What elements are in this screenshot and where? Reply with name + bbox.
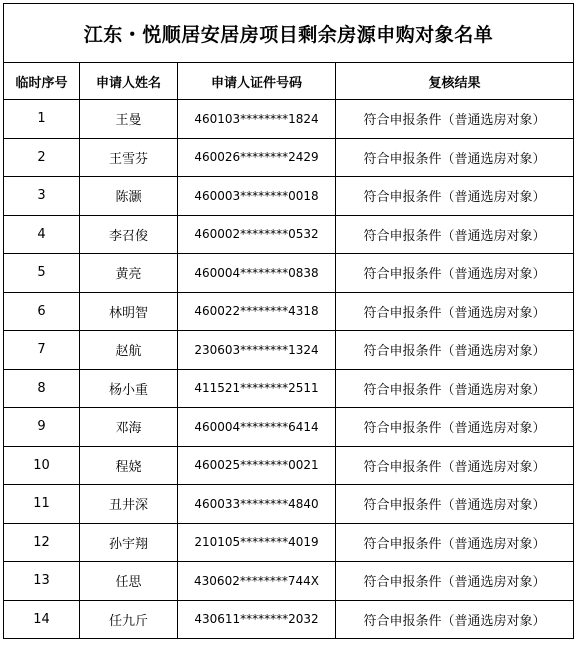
review-result-cell: 符合申报条件（普通选房对象）	[336, 369, 574, 408]
table-row	[4, 254, 574, 293]
applicant-id-cell: 230603********1324	[178, 331, 336, 370]
title-row	[4, 4, 574, 63]
column-header-name: 申请人姓名	[80, 63, 178, 100]
row-no-cell: 6	[4, 292, 80, 331]
applicant-id-cell: 460025********0021	[178, 446, 336, 485]
review-result-cell: 符合申报条件（普通选房对象）	[336, 331, 574, 370]
table-row	[4, 600, 574, 639]
applicant-name-cell: 王雪芬	[80, 138, 178, 177]
row-no-cell: 8	[4, 369, 80, 408]
applicant-id-cell: 430611********2032	[178, 600, 336, 639]
applicant-name-cell: 李召俊	[80, 215, 178, 254]
column-header-temp-no: 临时序号	[4, 63, 80, 100]
applicant-id-cell: 460004********0838	[178, 254, 336, 293]
applicant-id-cell: 460022********4318	[178, 292, 336, 331]
applicant-name-cell: 黄亮	[80, 254, 178, 293]
applicant-id-cell: 210105********4019	[178, 523, 336, 562]
applicant-id-cell: 460103********1824	[178, 100, 336, 139]
row-no-cell: 9	[4, 408, 80, 447]
review-result-cell: 符合申报条件（普通选房对象）	[336, 600, 574, 639]
column-header-review-result: 复核结果	[336, 63, 574, 100]
table-row	[4, 369, 574, 408]
applicant-name-cell: 陈灏	[80, 177, 178, 216]
row-no-cell: 7	[4, 331, 80, 370]
review-result-cell: 符合申报条件（普通选房对象）	[336, 292, 574, 331]
document-title: 江东・悦顺居安居房项目剩余房源申购对象名单	[4, 4, 574, 63]
row-no-cell: 14	[4, 600, 80, 639]
table-row	[4, 215, 574, 254]
applicant-name-cell: 程娆	[80, 446, 178, 485]
applicant-list-sheet	[3, 3, 573, 647]
review-result-cell: 符合申报条件（普通选房对象）	[336, 562, 574, 601]
table-row	[4, 562, 574, 601]
applicant-id-cell: 411521********2511	[178, 369, 336, 408]
column-header-id-number: 申请人证件号码	[178, 63, 336, 100]
review-result-cell: 符合申报条件（普通选房对象）	[336, 446, 574, 485]
review-result-cell: 符合申报条件（普通选房对象）	[336, 100, 574, 139]
applicant-name-cell: 王曼	[80, 100, 178, 139]
review-result-cell: 符合申报条件（普通选房对象）	[336, 408, 574, 447]
table-row	[4, 292, 574, 331]
applicant-name-cell: 孙宇翔	[80, 523, 178, 562]
applicant-name-cell: 林明智	[80, 292, 178, 331]
applicant-id-cell: 430602********744X	[178, 562, 336, 601]
header-row	[4, 63, 574, 100]
table-row	[4, 100, 574, 139]
table-row	[4, 523, 574, 562]
applicant-id-cell: 460033********4840	[178, 485, 336, 524]
review-result-cell: 符合申报条件（普通选房对象）	[336, 523, 574, 562]
applicant-table	[3, 3, 574, 639]
review-result-cell: 符合申报条件（普通选房对象）	[336, 485, 574, 524]
table-row	[4, 485, 574, 524]
row-no-cell: 12	[4, 523, 80, 562]
table-row	[4, 177, 574, 216]
table-row	[4, 138, 574, 177]
applicant-name-cell: 杨小重	[80, 369, 178, 408]
table-row	[4, 331, 574, 370]
applicant-name-cell: 丑井深	[80, 485, 178, 524]
row-no-cell: 5	[4, 254, 80, 293]
row-no-cell: 13	[4, 562, 80, 601]
row-no-cell: 11	[4, 485, 80, 524]
review-result-cell: 符合申报条件（普通选房对象）	[336, 138, 574, 177]
applicant-id-cell: 460003********0018	[178, 177, 336, 216]
review-result-cell: 符合申报条件（普通选房对象）	[336, 177, 574, 216]
review-result-cell: 符合申报条件（普通选房对象）	[336, 215, 574, 254]
applicant-id-cell: 460002********0532	[178, 215, 336, 254]
applicant-name-cell: 任思	[80, 562, 178, 601]
applicant-id-cell: 460026********2429	[178, 138, 336, 177]
applicant-name-cell: 赵航	[80, 331, 178, 370]
applicant-name-cell: 任九斤	[80, 600, 178, 639]
applicant-id-cell: 460004********6414	[178, 408, 336, 447]
applicant-name-cell: 邓海	[80, 408, 178, 447]
row-no-cell: 2	[4, 138, 80, 177]
row-no-cell: 1	[4, 100, 80, 139]
row-no-cell: 3	[4, 177, 80, 216]
row-no-cell: 10	[4, 446, 80, 485]
table-row	[4, 446, 574, 485]
review-result-cell: 符合申报条件（普通选房对象）	[336, 254, 574, 293]
row-no-cell: 4	[4, 215, 80, 254]
table-row	[4, 408, 574, 447]
